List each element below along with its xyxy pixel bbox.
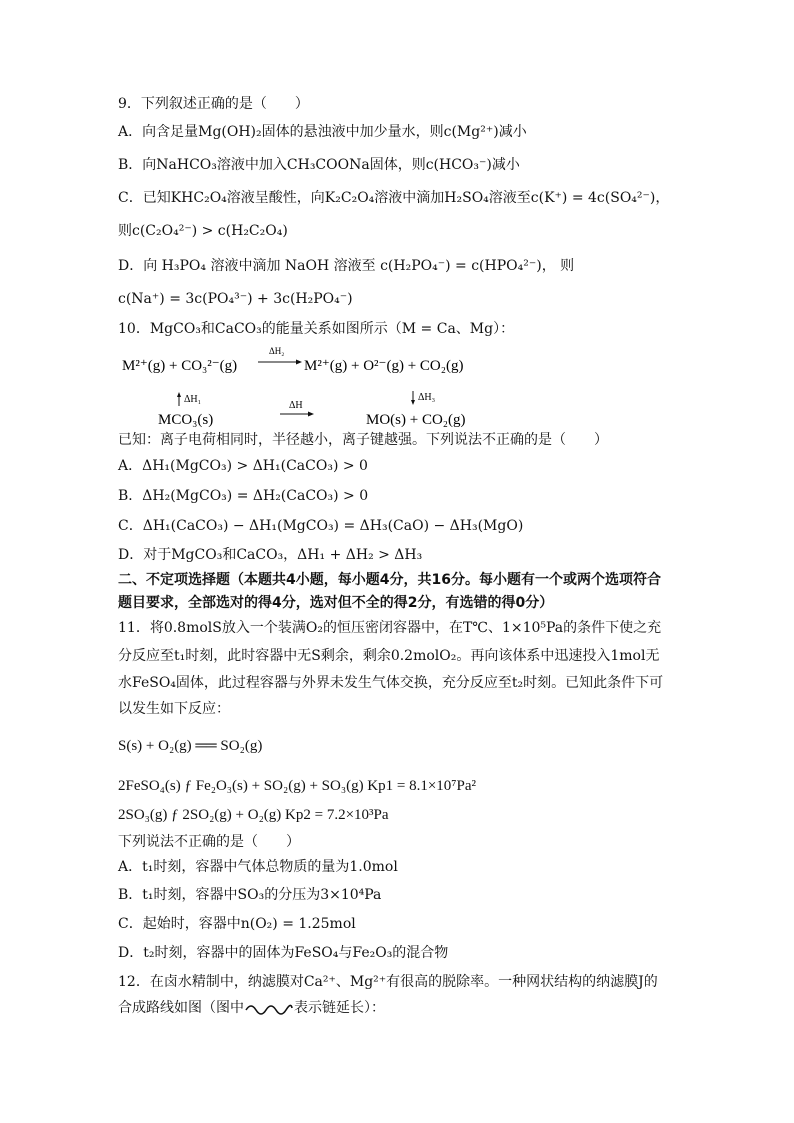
- q9-option-c-line2: 则c(C₂O₄²⁻) > c(H₂C₂O₄): [118, 223, 288, 239]
- q11-equation-3: 2SO₃(g) ƒ 2SO₂(g) + O₂(g) Kp2 = 7.2×10³Pa: [118, 807, 389, 823]
- q9-option-a: A．向含足量Mg(OH)₂固体的悬浊液中加少量水，则c(Mg²⁺)减小: [118, 124, 527, 140]
- scheme-left-arrow-label: ΔH₁: [184, 394, 202, 405]
- scheme-bottom-right: MO(s) + CO₂(g): [366, 412, 466, 428]
- q11-stem-line3: 水FeSO₄固体，此过程容器与外界未发生气体交换，充分反应至t₂时刻。已知此条件下可: [118, 675, 664, 691]
- q12-stem-line1: 12．在卤水精制中，纳滤膜对Ca²⁺、Mg²⁺有很高的脱除率。一种网状结构的纳滤膜J的: [118, 974, 658, 990]
- scheme-right-arrow-label: ΔH₃: [418, 392, 436, 403]
- q9-stem: 9．下列叙述正确的是（ ）: [118, 96, 309, 112]
- q11-stem-line4: 以发生如下反应：: [118, 701, 230, 717]
- q10-option-c: C．ΔH₁(CaCO₃) − ΔH₁(MgCO₃) = ΔH₃(CaO) − ΔH₃(MgO): [118, 518, 524, 534]
- q11-option-c: C．起始时，容器中n(O₂) = 1.25mol: [118, 916, 356, 932]
- q10-option-b: B．ΔH₂(MgCO₃) = ΔH₂(CaCO₃) > 0: [118, 488, 369, 504]
- q9-option-d-line1: D．向 H₃PO₄ 溶液中滴加 NaOH 溶液至 c(H₂PO₄⁻) = c(HPO₄²⁻)， 则: [118, 258, 575, 274]
- q11-option-d: D．t₂时刻，容器中的固体为FeSO₄与Fe₂O₃的混合物: [118, 945, 449, 961]
- q12-line2-before: 合成路线如图（图中: [118, 1000, 244, 1016]
- section2-heading-line1: 二、不定项选择题（本题共4小题，每小题4分，共16分。每小题有一个或两个选项符合: [118, 572, 661, 588]
- scheme-right-arrowhead: [411, 400, 415, 405]
- q10-option-a: A．ΔH₁(MgCO₃) > ΔH₁(CaCO₃) > 0: [118, 458, 368, 474]
- scheme-top-left: M²⁺(g) + CO₃²⁻(g): [122, 358, 238, 374]
- scheme-top-arrow-label: ΔH₂: [269, 346, 285, 356]
- q10-option-d: D．对于MgCO₃和CaCO₃，ΔH₁ + ΔH₂ > ΔH₃: [118, 547, 423, 563]
- q11-stem-line1: 11．将0.8molS放入一个装满O₂的恒压密闭容器中，在T℃、1×10⁵Pa的条件下使之充: [118, 620, 662, 636]
- q10-stem: 10．MgCO₃和CaCO₃的能量关系如图所示（M = Ca、Mg）：: [118, 321, 515, 337]
- scheme-bottom-arrowhead: [308, 412, 314, 417]
- q11-equation-2: 2FeSO₄(s) ƒ Fe₂O₃(s) + SO₂(g) + SO₃(g) Kp1 = 8.1×10⁷Pa²: [118, 778, 477, 794]
- section2-heading-line2: 题目要求，全部选对的得4分，选对但不全的得2分，有选错的得0分）: [118, 595, 554, 611]
- q10-info: 已知：离子电荷相同时，半径越小，离子键越强。下列说法不正确的是（ ）: [118, 432, 608, 448]
- q11-option-b: B．t₁时刻，容器中SO₃的分压为3×10⁴Pa: [118, 887, 382, 903]
- q9-option-d-line2: c(Na⁺) = 3c(PO₄³⁻) + 3c(H₂PO₄⁻): [118, 291, 353, 307]
- q11-question: 下列说法不正确的是（ ）: [118, 834, 300, 850]
- scheme-top-arrowhead: [296, 360, 302, 365]
- q9-option-c-line1: C．已知KHC₂O₄溶液呈酸性，向K₂C₂O₄溶液中滴加H₂SO₄溶液至c(K⁺) = 4c(SO₄²⁻)，: [118, 190, 670, 206]
- q11-stem-line2: 分反应至t₁时刻，此时容器中无S剩余，剩余0.2molO₂。再向该体系中迅速投入1mol无: [118, 648, 660, 664]
- energy-cycle-diagram: [118, 340, 498, 432]
- q9-option-b: B．向NaHCO₃溶液中加入CH₃COONa固体，则c(HCO₃⁻)减小: [118, 157, 520, 173]
- chain-extension-wave-icon: [244, 1001, 294, 1015]
- scheme-top-right: M²⁺(g) + O²⁻(g) + CO₂(g): [304, 358, 464, 374]
- q11-equation-1: S(s) + O₂(g) ══ SO₂(g): [118, 738, 263, 754]
- q11-option-a: A．t₁时刻，容器中气体总物质的量为1.0mol: [118, 859, 398, 875]
- scheme-bottom-left: MCO₃(s): [158, 412, 214, 428]
- scheme-left-arrowhead: [177, 392, 181, 397]
- scheme-bottom-arrow-label: ΔH: [289, 400, 303, 411]
- q12-line2-after: 表示链延长）：: [294, 1000, 385, 1016]
- q12-stem-line2: [118, 998, 385, 1018]
